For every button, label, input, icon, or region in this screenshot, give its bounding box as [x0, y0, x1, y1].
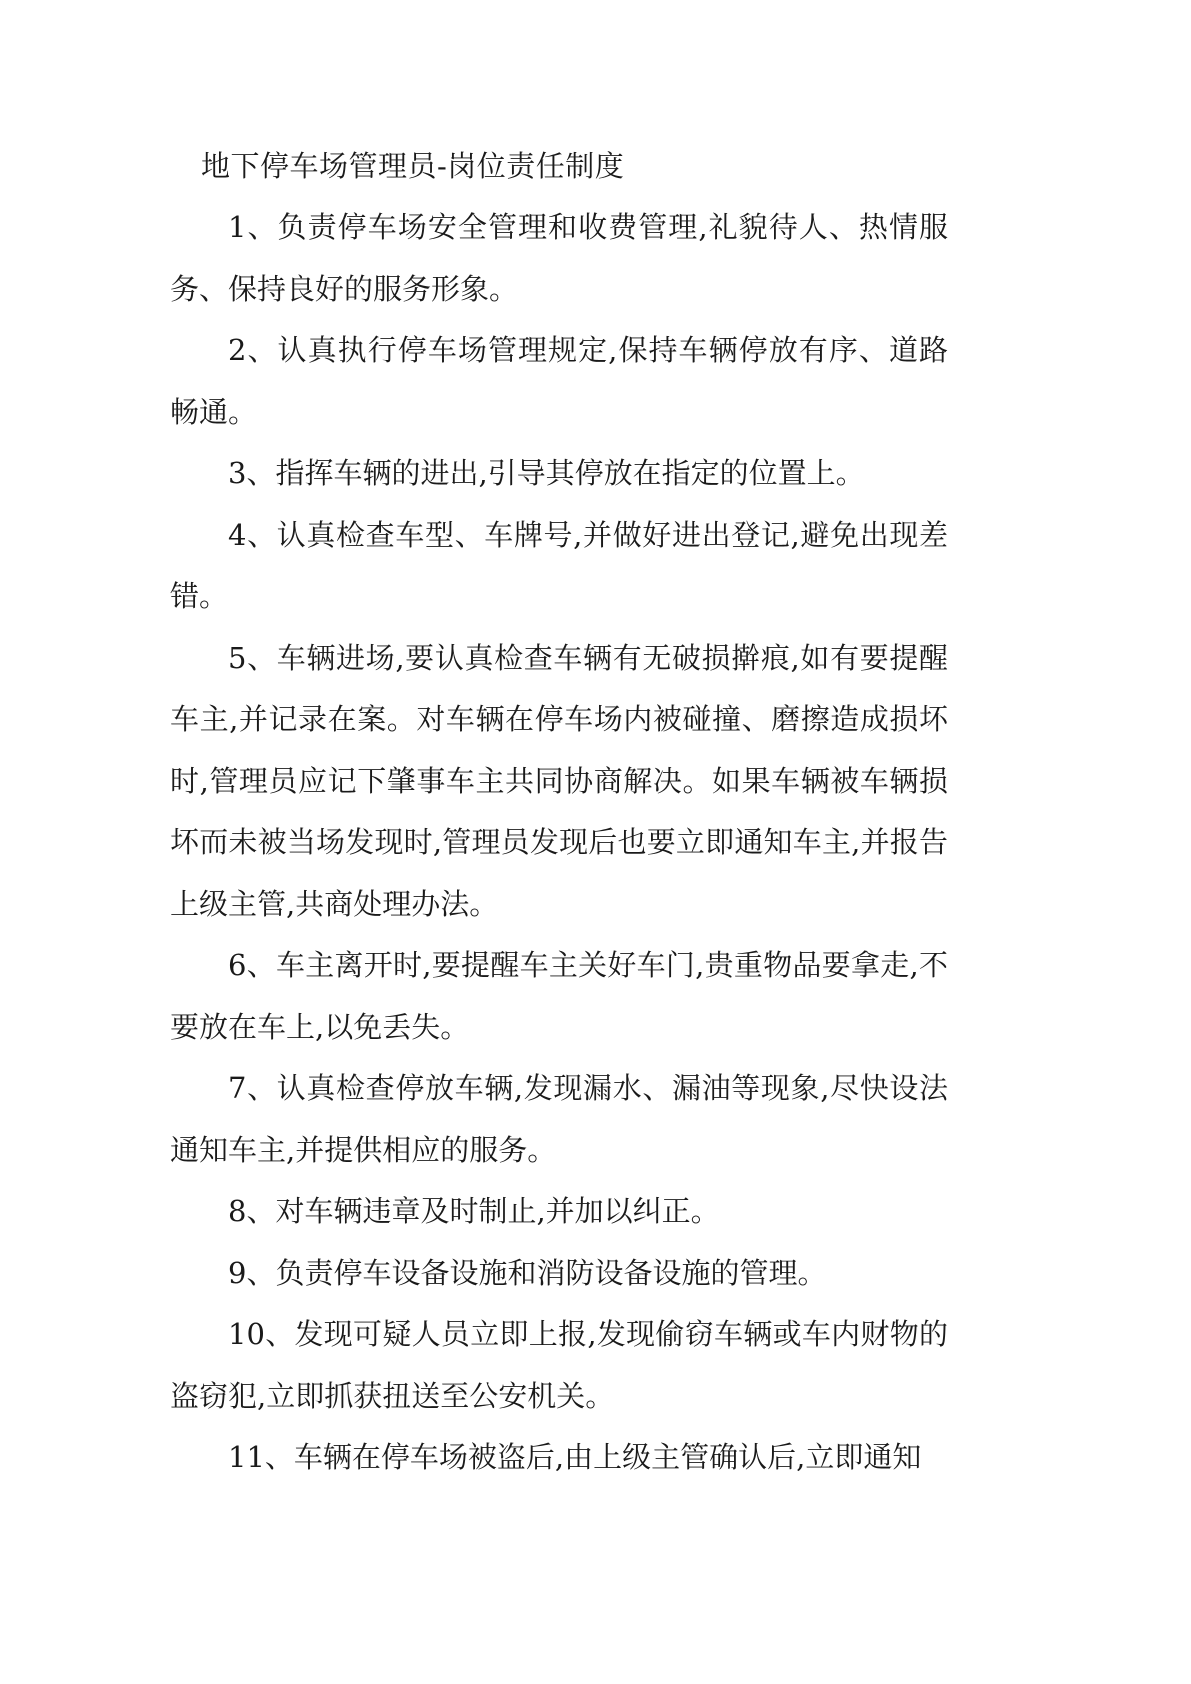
clause-7: 7、认真检查停放车辆,发现漏水、漏油等现象,尽快设法通知车主,并提供相应的服务。 — [170, 1071, 948, 1167]
clause-11: 11、车辆在停车场被盗后,由上级主管确认后,立即通知 — [228, 1440, 922, 1474]
clause-3: 3、指挥车辆的进出,引导其停放在指定的位置上。 — [228, 456, 865, 490]
clause-5: 5、车辆进场,要认真检查车辆有无破损擀痕,如有要提醒车主,并记录在案。对车辆在停车场内被碰撞、磨擦造成损坏时,管理员应记下肇事车主共同协商解决。如果车辆被车辆损坏而未被当场发现时,管理员发现后也要立即通知车主,并报告上级主管,共商处理办法。 — [170, 640, 948, 921]
clause-8: 8、对车辆违章及时制止,并加以纠正。 — [228, 1194, 720, 1228]
clause-10: 10、发现可疑人员立即上报,发现偷窃车辆或车内财物的盗窃犯,立即抓获扭送至公安机关。 — [170, 1317, 948, 1413]
document-body — [170, 197, 948, 1489]
clause-2: 2、认真执行停车场管理规定,保持车辆停放有序、道路畅通。 — [170, 333, 948, 429]
clause-1: 1、负责停车场安全管理和收费管理,礼貌待人、热情服务、保持良好的服务形象。 — [170, 210, 948, 306]
clause-4: 4、认真检查车型、车牌号,并做好进出登记,避免出现差错。 — [170, 517, 948, 613]
clause-6: 6、车主离开时,要提醒车主关好车门,贵重物品要拿走,不要放在车上,以免丢失。 — [170, 948, 948, 1044]
document-title: 地下停车场管理员-岗位责任制度 — [201, 149, 625, 183]
clause-9: 9、负责停车设备设施和消防设备设施的管理。 — [228, 1255, 827, 1290]
